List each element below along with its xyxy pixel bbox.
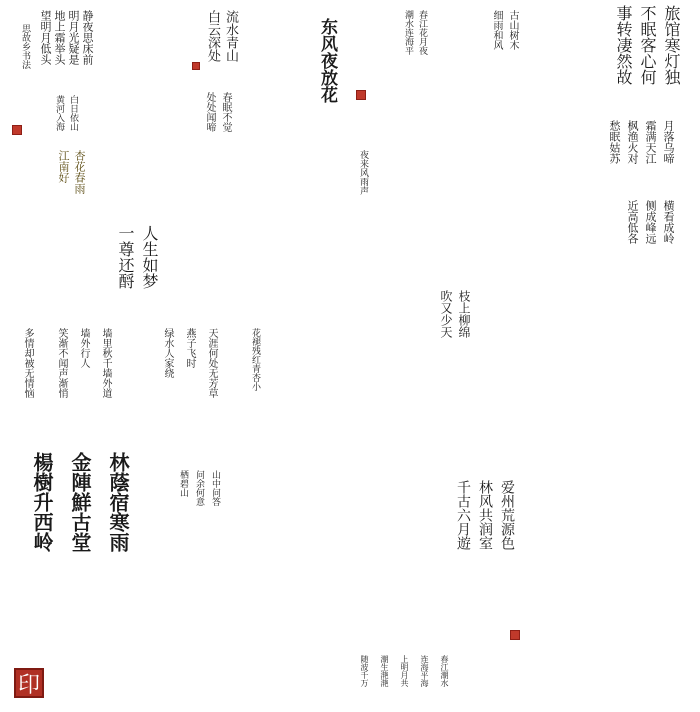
calligraphy-column: 墙里秋千墙外道 [100, 328, 111, 398]
tile-mid-a [150, 92, 250, 132]
red-seal: 印 [14, 668, 44, 698]
tile-top-right-a [445, 10, 530, 90]
calligraphy-column: 连海平海 [420, 655, 429, 687]
calligraphy-column: 问余何意 [194, 470, 204, 506]
calligraphy-column: 白云深处 [205, 10, 220, 62]
red-seal [510, 630, 520, 640]
tile-mid-center [330, 150, 385, 210]
calligraphy-column: 横看成岭 [662, 200, 675, 244]
calligraphy-column: 楊樹升西岭 [30, 452, 54, 552]
calligraphy-column: 多情却被无情恼 [22, 328, 33, 398]
calligraphy-column: 栖碧山 [178, 470, 188, 497]
red-seal [12, 125, 22, 135]
calligraphy-column: 枫渔火对 [626, 120, 639, 164]
calligraphy-column: 林风共润室 [477, 480, 493, 550]
calligraphy-column: 潮水连海平 [403, 10, 413, 55]
calligraphy-column: 明月光疑是 [67, 10, 80, 65]
tile-mid-big [95, 225, 175, 305]
calligraphy-column: 杏花春雨 [73, 150, 86, 194]
calligraphy-column: 墙外行人 [78, 328, 89, 368]
calligraphy-column: 望明月低头 [39, 10, 52, 65]
calligraphy-column: 上明月共 [400, 655, 409, 687]
tile-top-center-a [182, 10, 252, 80]
calligraphy-column: 爱州荒源色 [499, 480, 515, 550]
tile-top-center-b [280, 10, 375, 110]
tile-row4-a [8, 328, 128, 428]
calligraphy-column: 夜来风雨声 [358, 150, 368, 195]
tile-mid-right [410, 290, 490, 360]
red-seal [192, 62, 200, 70]
calligraphy-column: 白日依山 [68, 95, 78, 131]
calligraphy-column: 枝上柳绵 [457, 290, 471, 338]
calligraphy-column: 人生如梦 [140, 225, 159, 289]
calligraphy-column: 静夜思床前 [81, 10, 94, 65]
tile-row4-c [240, 328, 270, 398]
calligraphy-column: 不眠客心何 [638, 5, 657, 85]
tile-bottom-strip [330, 655, 470, 710]
calligraphy-column: 春江潮水 [440, 655, 449, 687]
calligraphy-column: 燕子飞时 [184, 328, 195, 368]
calligraphy-column: 东风夜放花 [317, 18, 337, 103]
calligraphy-column: 绿水人家绕 [162, 328, 173, 378]
calligraphy-column: 近高低各 [626, 200, 639, 244]
red-seal [356, 90, 366, 100]
calligraphy-column: 处处闻啼 [204, 92, 215, 132]
calligraphy-column: 花褪残红青杏小 [250, 328, 260, 391]
tile-right-b [535, 120, 695, 195]
calligraphy-column: 霜满天江 [644, 120, 657, 164]
calligraphy-column: 事转凄然故 [614, 5, 633, 85]
calligraphy-column: 旅馆寒灯独 [662, 5, 681, 85]
calligraphy-column: 愁眠姑苏 [608, 120, 621, 164]
calligraphy-column: 金陣鮮古堂 [68, 452, 92, 552]
calligraphy-column: 随波千万 [360, 655, 369, 687]
calligraphy-column: 月落乌啼 [662, 120, 675, 164]
calligraphy-column: 吹又少天 [439, 290, 453, 338]
tile-left-b [8, 95, 103, 140]
calligraphy-column: 思故乡书法 [20, 24, 30, 69]
tile-top-center-c [385, 10, 440, 110]
tile-bottom-mid [150, 470, 240, 540]
tile-mid-left [8, 150, 103, 215]
calligraphy-column: 地上霜举头 [53, 10, 66, 65]
tile-right-c [535, 200, 695, 265]
calligraphy-column: 天涯何处无芳草 [206, 328, 217, 398]
calligraphy-column: 侧成峰远 [644, 200, 657, 244]
calligraphy-column: 细雨和风 [491, 10, 502, 50]
calligraphy-column: 林蔭宿寒雨 [106, 452, 130, 552]
calligraphy-column: 春江花月夜 [417, 10, 427, 55]
calligraphy-column: 古山树木 [507, 10, 518, 50]
calligraphy-column: 笑渐不闻声渐悄 [56, 328, 67, 398]
calligraphy-column: 千古六月遊 [455, 480, 471, 550]
calligraphy-column: 黄河入海 [54, 95, 64, 131]
tile-bottom-left-big [8, 448, 143, 708]
calligraphy-column: 春眠不觉 [220, 92, 231, 132]
calligraphy-column: 流水青山 [223, 10, 238, 62]
calligraphy-column: 一尊还酹 [116, 225, 135, 289]
tile-row4-b [140, 328, 240, 418]
calligraphy-column: 潮生滟滟 [380, 655, 389, 687]
tile-bottom-right [410, 480, 535, 650]
calligraphy-column: 山中问答 [210, 470, 220, 506]
tile-top-right-b [535, 5, 695, 115]
calligraphy-column: 江南好 [57, 150, 70, 183]
